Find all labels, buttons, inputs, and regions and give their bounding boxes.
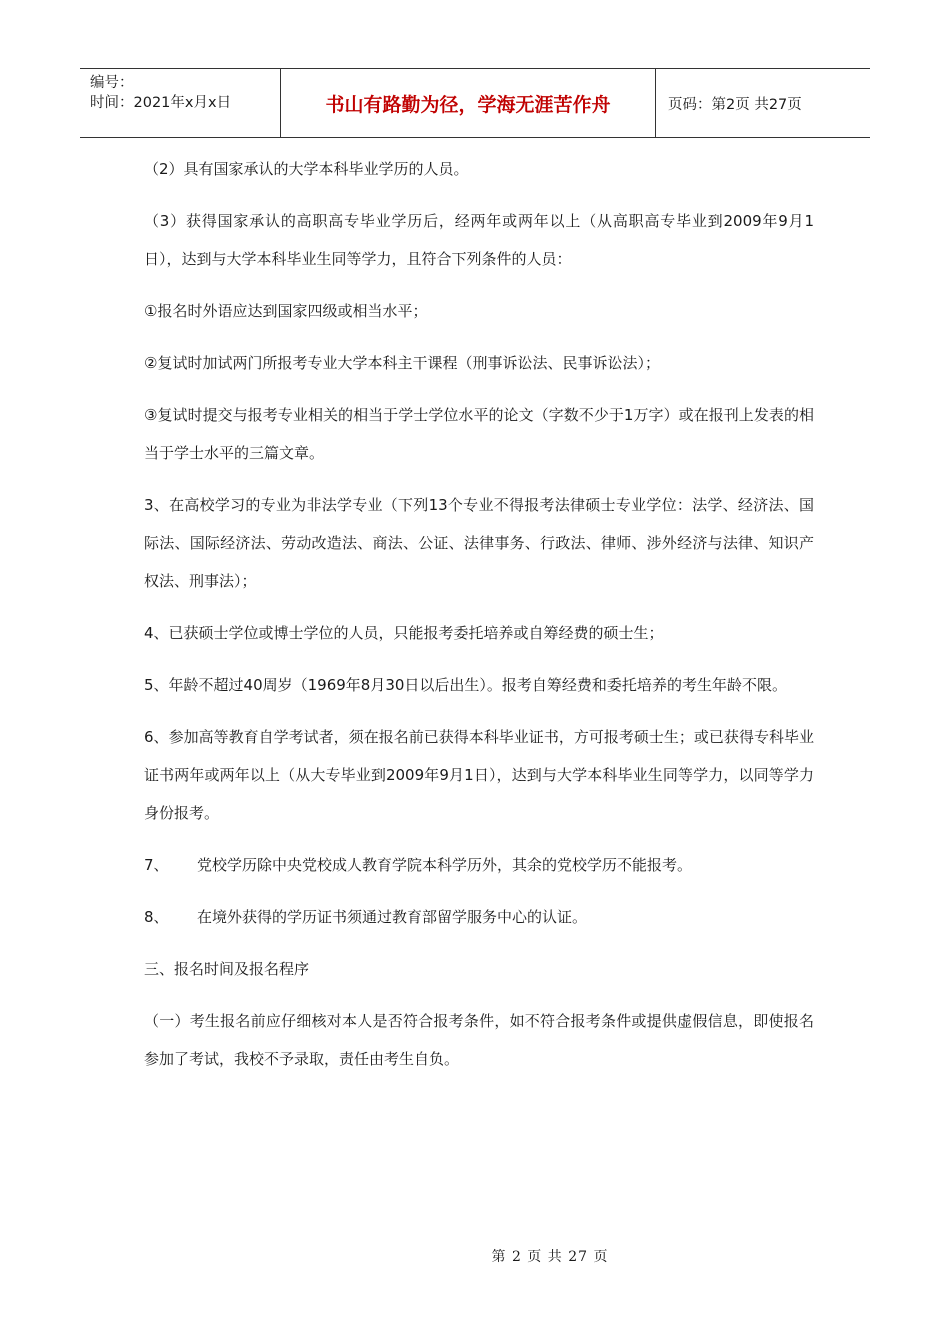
header-meta [80,69,281,137]
time-label: 时间：2021年x月x日 [90,95,232,111]
list-item-text: 在境外获得的学历证书须通过教育部留学服务中心的认证。 [197,908,588,926]
section-title: 三、报名时间及报名程序 [144,960,310,978]
paragraph: 6、参加高等教育自学考试者，须在报名前已获得本科毕业证书，方可报考硕士生；或已获得专科毕业证书两年或两年以上（从大专毕业到2009年9月1日），达到与大学本科毕业生同等学力，以同等学力身份报考。 [144,728,814,822]
header-page-info: 页码：第2页 共27页 [668,96,802,113]
paragraph: 4、已获硕士学位或博士学位的人员，只能报考委托培养或自筹经费的硕士生； [144,624,664,642]
number-label: 编号： [90,75,134,91]
page-footer [0,1246,950,1266]
paragraph: （3）获得国家承认的高职高专毕业学历后，经两年或两年以上（从高职高专毕业到2009年9月1日），达到与大学本科毕业生同等学力，且符合下列条件的人员： [144,212,814,268]
paragraph: ②复试时加试两门所报考专业大学本科主干课程（刑事诉讼法、民事诉讼法）； [144,354,660,372]
paragraph: ③复试时提交与报考专业相关的相当于学士学位水平的论文（字数不少于1万字）或在报刊上发表的相当于学士水平的三篇文章。 [144,406,814,462]
document-body [144,150,814,1092]
list-item-text: 党校学历除中央党校成人教育学院本科学历外，其余的党校学历不能报考。 [197,856,693,874]
page-header [80,68,870,138]
footer-page-number: 第 2 页 共 27 页 [491,1249,609,1265]
list-item [144,898,814,936]
list-item-number: 8、 [144,908,169,926]
header-motto: 书山有路勤为径，学海无涯苦作舟 [281,69,656,137]
paragraph: 5、年龄不超过40周岁（1969年8月30日以后出生）。报考自筹经费和委托培养的考生年龄不限。 [144,676,787,694]
list-item-number: 7、 [144,856,169,874]
paragraph: （一）考生报名前应仔细核对本人是否符合报考条件，如不符合报考条件或提供虚假信息，即使报名参加了考试，我校不予录取，责任由考生自负。 [144,1012,814,1068]
paragraph: ①报名时外语应达到国家四级或相当水平； [144,302,428,320]
list-item [144,846,814,884]
paragraph: 3、在高校学习的专业为非法学专业（下列13个专业不得报考法律硕士专业学位：法学、经济法、国际法、国际经济法、劳动改造法、商法、公证、法律事务、行政法、律师、涉外经济与法律、知识产权法、刑事法）； [144,496,814,590]
paragraph: （2）具有国家承认的大学本科毕业学历的人员。 [144,160,469,178]
